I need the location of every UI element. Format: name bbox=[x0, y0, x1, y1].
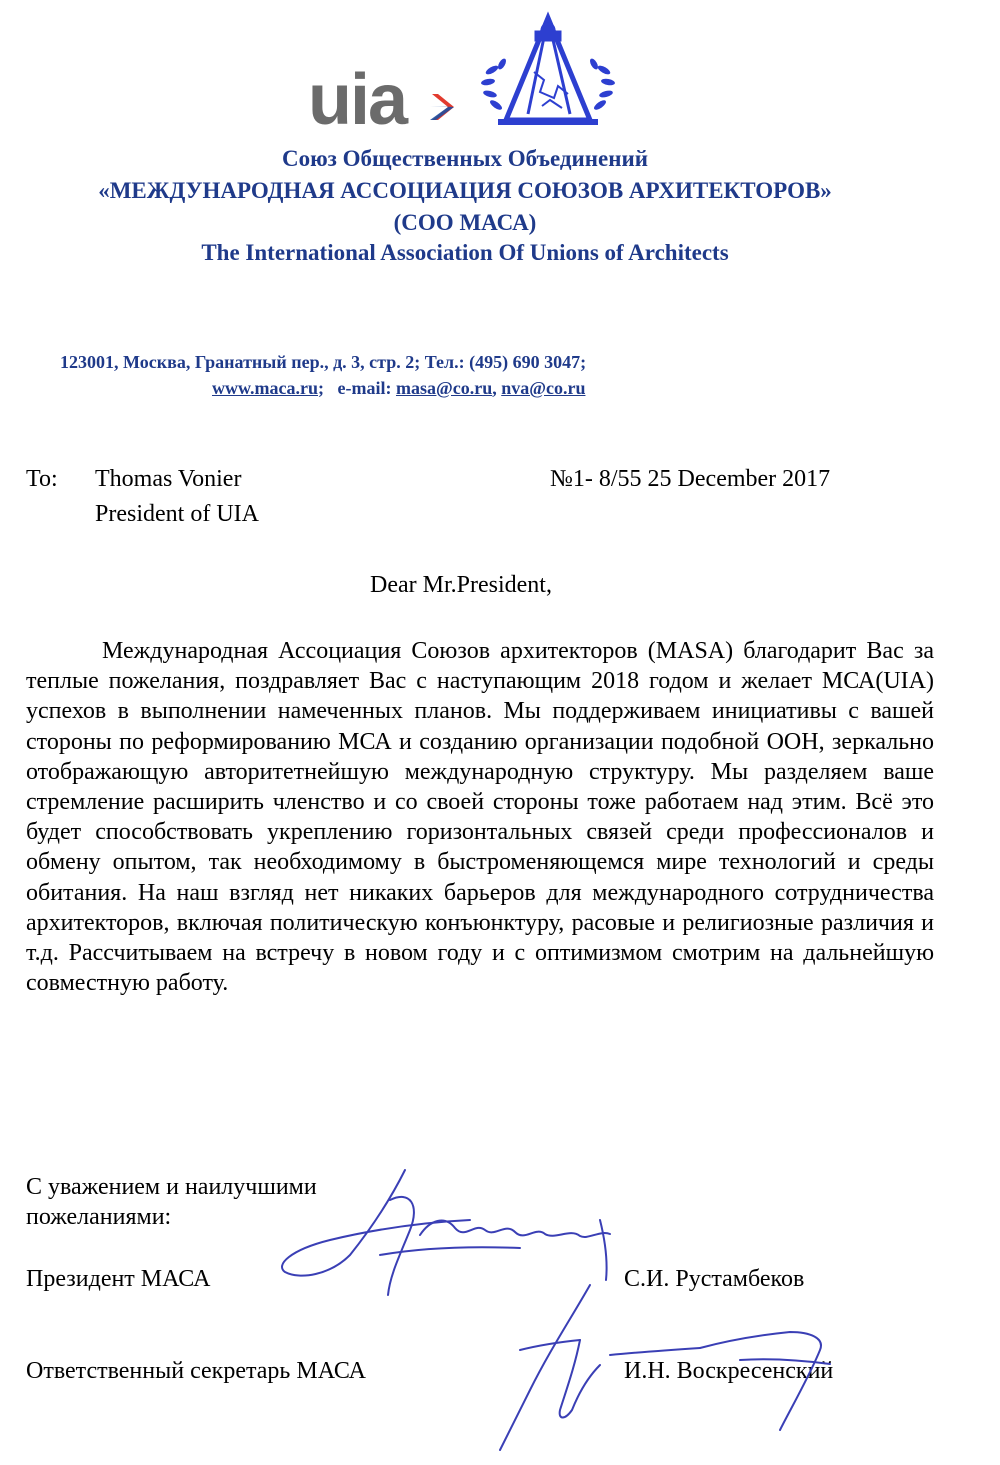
signatory-role-president: Президент МАСА bbox=[26, 1266, 211, 1292]
website-link[interactable]: www.maca.ru bbox=[212, 378, 318, 398]
svg-text:uia: uia bbox=[308, 62, 407, 132]
separator: ; bbox=[318, 378, 324, 398]
reference-number-date: №1- 8/55 25 December 2017 bbox=[550, 466, 831, 492]
org-abbreviation: (СОО МАСА) bbox=[393, 210, 537, 235]
separator: , bbox=[492, 378, 497, 398]
org-name-line1: Союз Общественных Объединений bbox=[281, 146, 649, 171]
closing-line1: С уважением и наилучшими bbox=[26, 1174, 317, 1200]
body-paragraph: Международная Ассоциация Союзов архитекторов (MASA) благодарит Вас за теплые пожелания, поздравляет Вас с наступающим 2018 годом и желает МСА(UIA) успехов в выполнении намеченных планов. Мы поддерживаем инициативы с вашей стороны по реформированию МСА и созданию организации подобной ООН, зеркально отображающую авторитетнейшую международную структуру. Мы разделяем ваше стремление расширить членство и со своей стороны тоже работаем над этим. Всё это будет способствовать укреплению горизонтальных связей среди профессионалов и обмену опытом, так необходимому в быстроменяющемся мире технологий и среды обитания. На наш взгляд нет никаких барьеров для международного сотрудничества архитекторов, включая политическую конъюнктуру, расовые и религиозные различия и т.д. Рассчитываем на встречу в новом году и с оптимизмом смотрим на дальнейшую совместную работу. bbox=[26, 638, 934, 997]
recipient-title: President of UIA bbox=[95, 501, 259, 527]
signatory-name-president: С.И. Рустамбеков bbox=[624, 1266, 805, 1292]
recipient-name: Thomas Vonier bbox=[95, 466, 242, 492]
email-link-nva[interactable]: nva@co.ru bbox=[501, 378, 586, 398]
email-link-masa[interactable]: masa@co.ru bbox=[395, 378, 493, 398]
uia-logo bbox=[308, 62, 468, 137]
signature-president bbox=[270, 1160, 630, 1305]
org-name-english: The International Association Of Unions of Architects bbox=[201, 240, 729, 265]
contact-links bbox=[212, 378, 585, 399]
signatory-name-secretary: И.Н. Воскресенский bbox=[624, 1358, 834, 1384]
closing-line2: пожеланиями: bbox=[26, 1204, 172, 1230]
address-line: 123001, Москва, Гранатный пер., д. 3, стр. 2; Тел.: (495) 690 3047; bbox=[60, 352, 587, 372]
signatory-role-secretary: Ответственный секретарь МАСА bbox=[26, 1358, 366, 1384]
salutation: Dear Mr.President, bbox=[370, 572, 552, 598]
org-name-line2: «МЕЖДУНАРОДНАЯ АССОЦИАЦИЯ СОЮЗОВ АРХИТЕКТОРОВ» bbox=[98, 178, 832, 203]
to-label: To: bbox=[26, 466, 58, 492]
email-label: e-mail: bbox=[337, 378, 392, 398]
letter-body bbox=[26, 636, 934, 998]
maca-emblem bbox=[478, 10, 618, 140]
